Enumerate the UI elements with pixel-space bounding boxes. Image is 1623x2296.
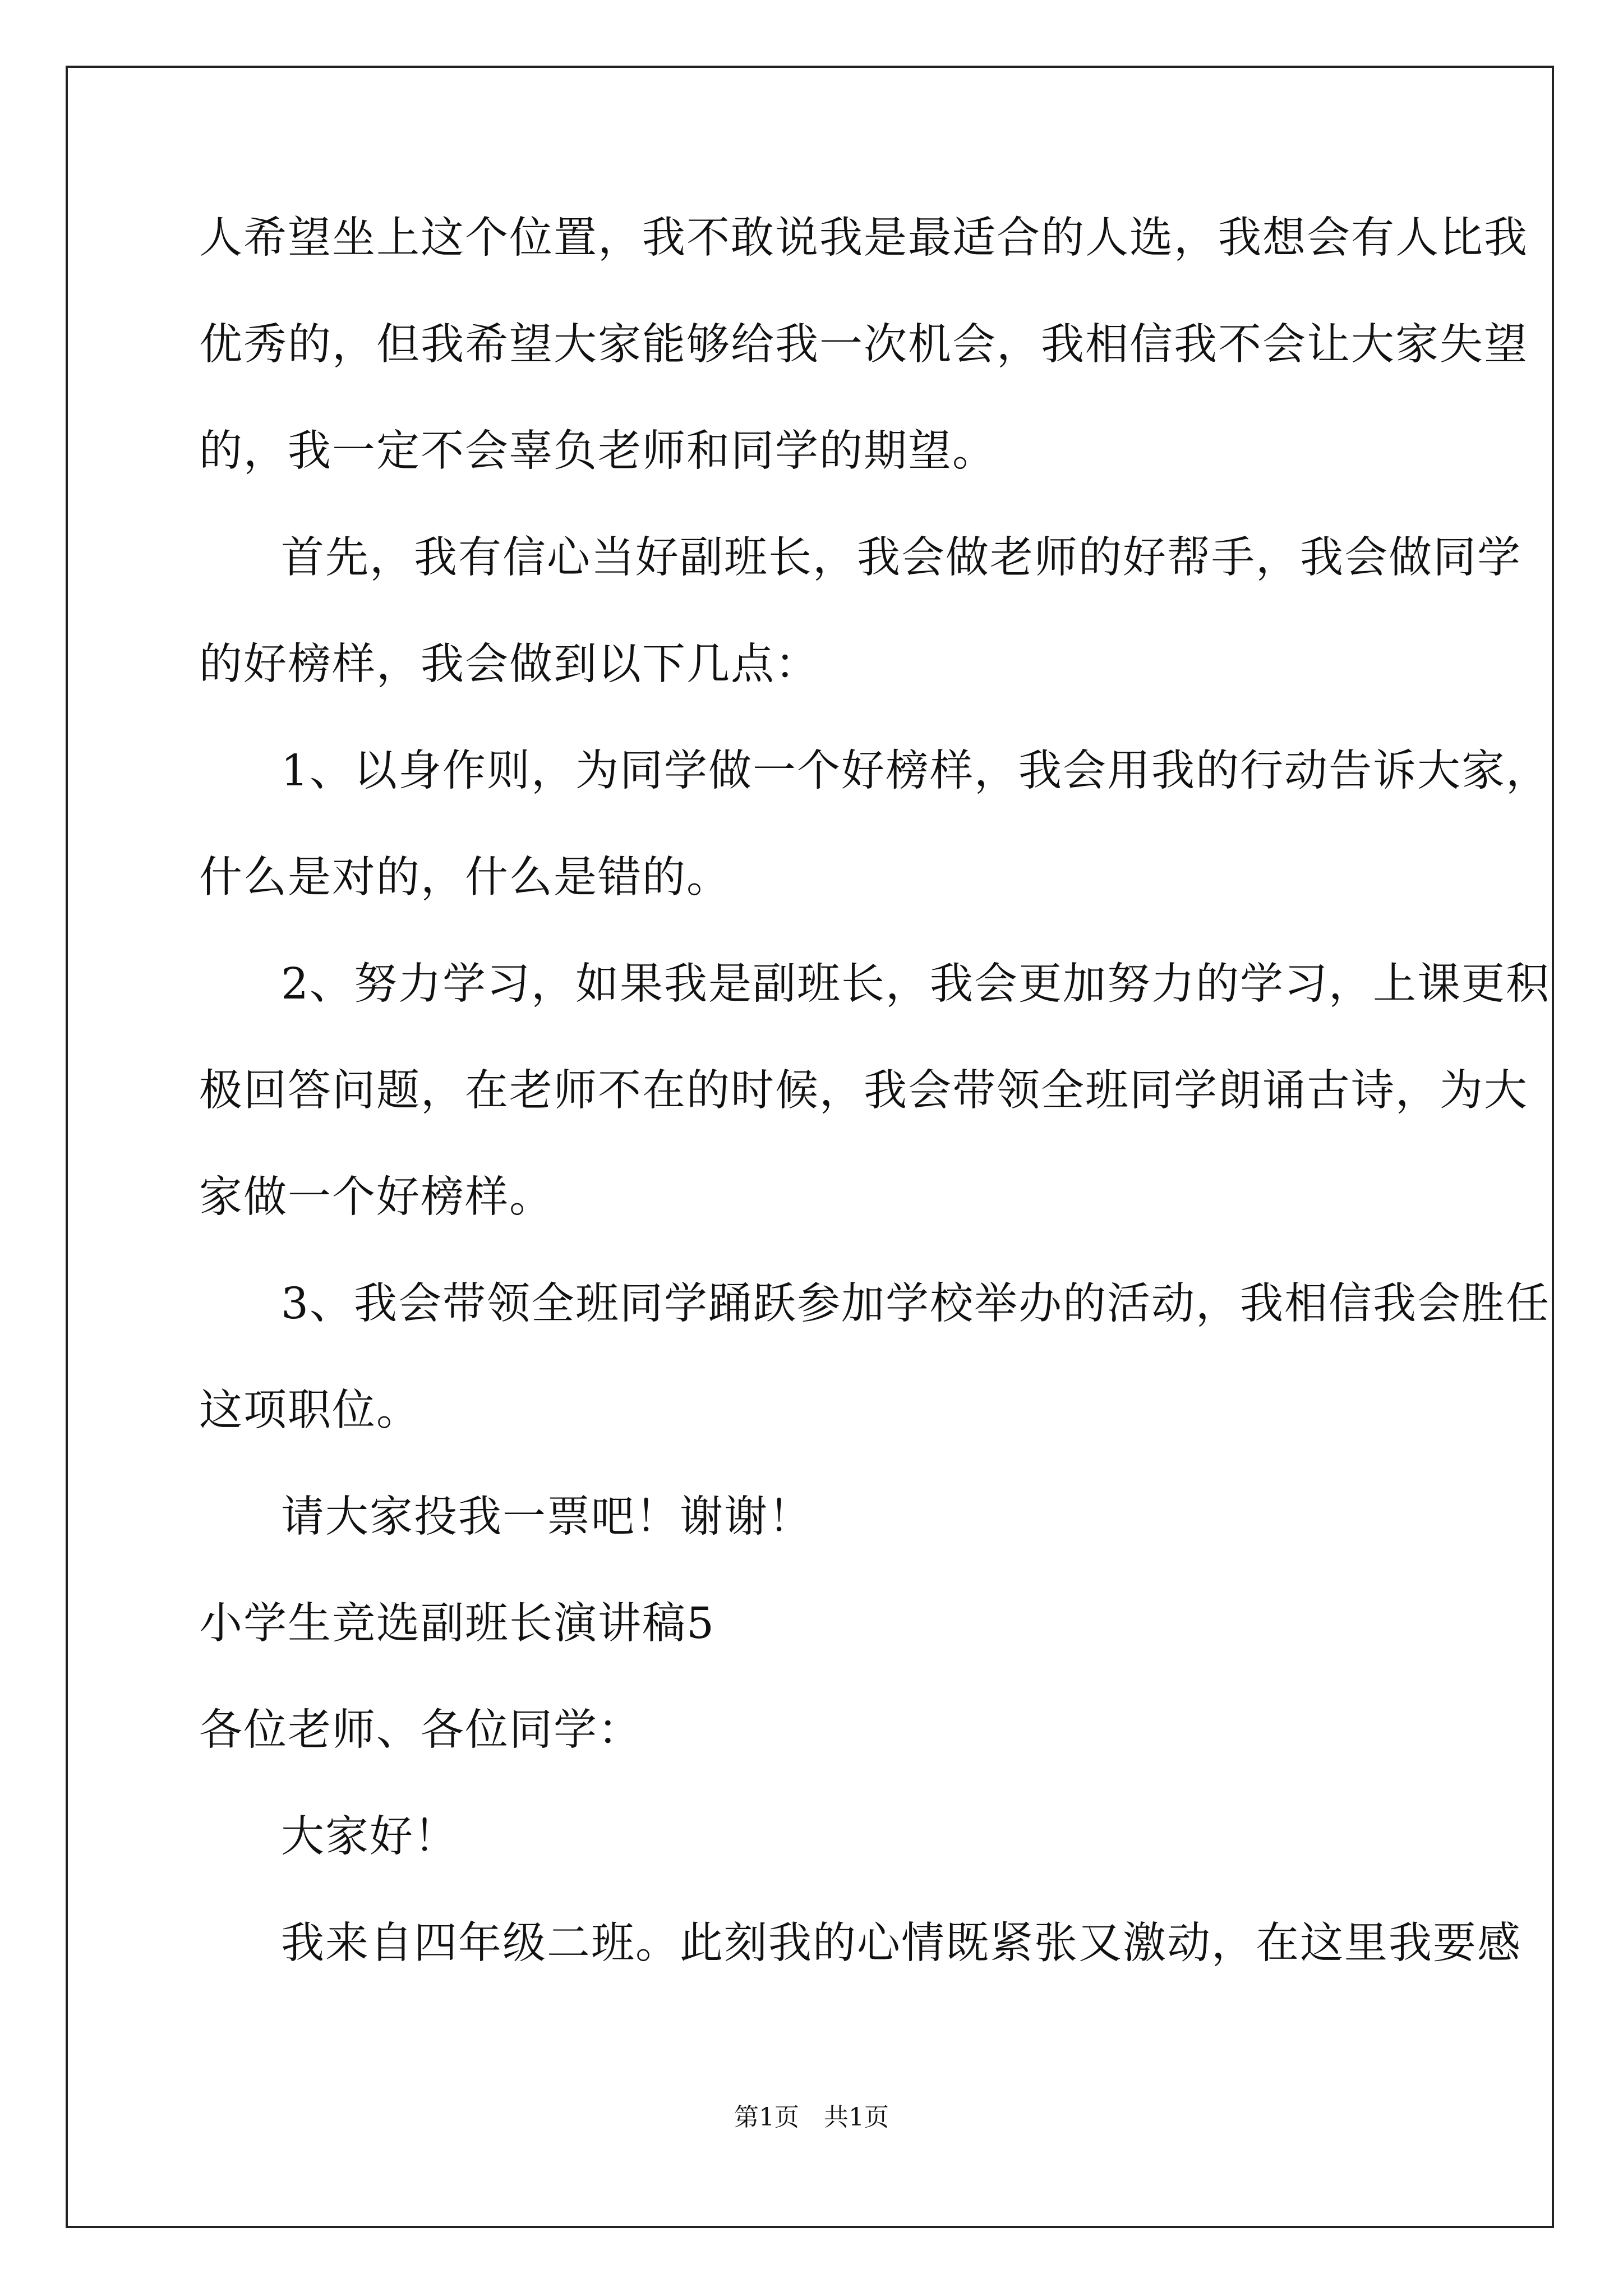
paragraph-line: 1、以身作则，为同学做一个好榜样，我会用我的行动告诉大家， bbox=[281, 746, 1550, 796]
paragraph-line: 的好榜样，我会做到以下几点： bbox=[199, 639, 819, 689]
paragraph-line: 优秀的，但我希望大家能够给我一次机会，我相信我不会让大家失望 bbox=[199, 320, 1528, 370]
paragraph-line: 这项职位。 bbox=[199, 1386, 421, 1435]
salutation: 各位老师、各位同学： bbox=[199, 1705, 642, 1755]
page-number-footer: 第1页 共1页 bbox=[734, 2103, 889, 2132]
greeting: 大家好！ bbox=[281, 1812, 458, 1862]
paragraph-line: 请大家投我一票吧！谢谢！ bbox=[281, 1492, 813, 1542]
paragraph-line: 2、努力学习，如果我是副班长，我会更加努力的学习，上课更积 bbox=[281, 959, 1550, 1009]
section-title: 小学生竞选副班长演讲稿5 bbox=[199, 1599, 715, 1649]
paragraph-line: 什么是对的，什么是错的。 bbox=[199, 853, 731, 903]
paragraph-line: 首先，我有信心当好副班长，我会做老师的好帮手，我会做同学 bbox=[281, 533, 1521, 583]
paragraph-line: 家做一个好榜样。 bbox=[199, 1172, 554, 1222]
paragraph-line: 3、我会带领全班同学踊跃参加学校举办的活动，我相信我会胜任 bbox=[281, 1279, 1550, 1329]
paragraph-line: 的，我一定不会辜负老师和同学的期望。 bbox=[199, 426, 997, 476]
paragraph-line: 我来自四年级二班。此刻我的心情既紧张又激动，在这里我要感 bbox=[281, 1918, 1521, 1968]
paragraph-line: 极回答问题，在老师不在的时候，我会带领全班同学朗诵古诗，为大 bbox=[199, 1066, 1528, 1116]
paragraph-line: 人希望坐上这个位置，我不敢说我是最适合的人选，我想会有人比我 bbox=[199, 213, 1528, 263]
page-border bbox=[66, 66, 1554, 2228]
